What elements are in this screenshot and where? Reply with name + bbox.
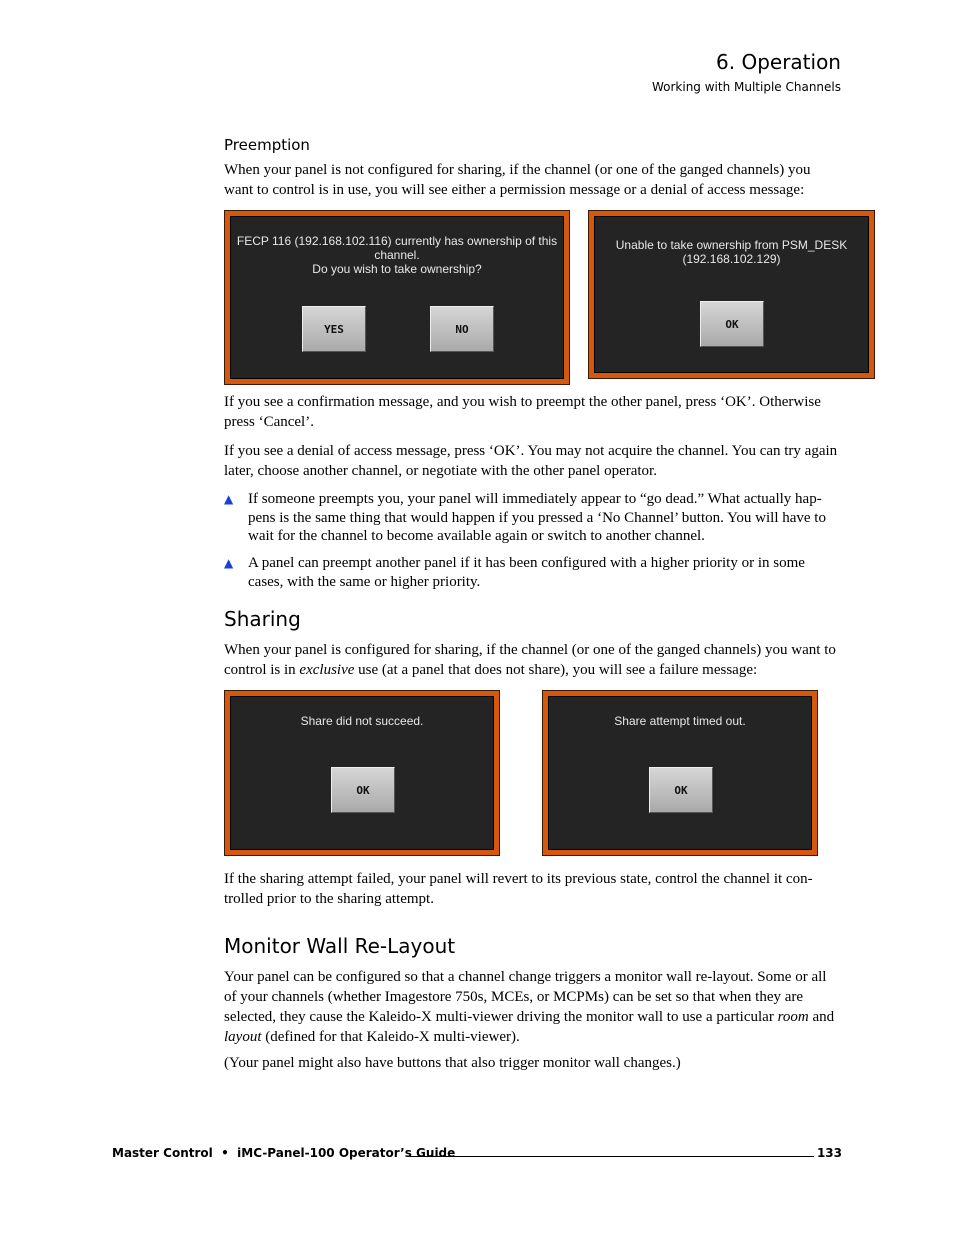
section-subtitle: Working with Multiple Channels: [651, 80, 841, 94]
yes-button[interactable]: YES: [302, 306, 366, 352]
share-timeout-message: Share attempt timed out.: [614, 714, 746, 728]
permission-dialog-body: [230, 216, 564, 379]
share-failed-dialog-body: [230, 696, 494, 850]
chapter-title: 6. Operation: [716, 50, 841, 74]
ok-button[interactable]: OK: [649, 767, 713, 813]
sharing-heading: Sharing: [224, 607, 301, 631]
bullet-item: [224, 490, 842, 546]
bullet-item: [224, 554, 842, 591]
ok-button[interactable]: OK: [700, 301, 764, 347]
permission-dialog: [224, 210, 570, 385]
monitor-paragraph: Your panel can be configured so that a channel change triggers a monitor wall re-layout. Some or all of your channels (whether Imagestore 750s, MCEs, or MCPMs) can be set so that when they are selected, they cause the Kaleido-X multi-viewer driving the monitor wall to use a particular room and layout (defined for that Kaleido-X multi-viewer).: [224, 969, 835, 1045]
no-button[interactable]: NO: [430, 306, 494, 352]
share-timeout-dialog-body: [548, 696, 812, 850]
confirmation-paragraph: If you see a confirmation message, and you wish to preempt the other panel, press ‘OK’. Otherwise press ‘Cancel’.: [224, 394, 821, 430]
ok-button[interactable]: OK: [331, 767, 395, 813]
footer-rule: [410, 1156, 814, 1157]
denial-paragraph: If you see a denial of access message, press ‘OK’. You may not acquire the channel. You can try again later, choose another channel, or negotiate with the other panel operator.: [224, 443, 838, 479]
preemption-intro: When your panel is not configured for sharing, if the channel (or one of the ganged channels) you want to control is in use, you will see either a permission message or a denial of access message:: [224, 162, 811, 198]
triangle-bullet-icon: ▲: [224, 492, 234, 506]
page-footer: [112, 1146, 842, 1164]
share-failed-dialog: [224, 690, 500, 856]
bullet-text: If someone preempts you, your panel will immediately appear to “go dead.” What actually hap-pens is the same thing that would happen if you pressed a ‘No Channel’ button. You will have to wait for the channel to become available again or switch to another channel.: [248, 491, 826, 544]
footer-title: Master Control • iMC-Panel-100 Operator’s Guide: [112, 1146, 456, 1160]
permission-dialog-line2: channel.: [374, 248, 420, 262]
permission-dialog-line1: FECP 116 (192.168.102.116) currently has ownership of this: [236, 234, 558, 248]
denial-dialog-line1: Unable to take ownership from PSM_DESK: [615, 238, 848, 252]
triangle-bullet-icon: ▲: [224, 556, 234, 570]
sharing-failed-paragraph: If the sharing attempt failed, your panel will revert to its previous state, control the channel it con-trolled prior to the sharing attempt.: [224, 871, 813, 907]
denial-dialog-line2: (192.168.102.129): [682, 252, 781, 266]
share-failed-message: Share did not succeed.: [300, 714, 424, 728]
bullet-text: A panel can preempt another panel if it has been configured with a higher priority or in some cases, with the same or higher priority.: [248, 555, 805, 590]
monitor-heading: Monitor Wall Re-Layout: [224, 934, 456, 958]
share-timeout-dialog: [542, 690, 818, 856]
monitor-note: (Your panel might also have buttons that also trigger monitor wall changes.): [224, 1055, 681, 1071]
preemption-heading: Preemption: [224, 136, 310, 154]
denial-dialog-body: [594, 216, 869, 373]
sharing-intro: When your panel is configured for sharing, if the channel (or one of the ganged channels) you want to control is in exclusive use (at a panel that does not share), you will see a failure message:: [224, 642, 836, 678]
permission-dialog-line3: Do you wish to take ownership?: [312, 262, 482, 276]
denial-dialog: [588, 210, 875, 379]
page-number: 133: [816, 1146, 842, 1160]
